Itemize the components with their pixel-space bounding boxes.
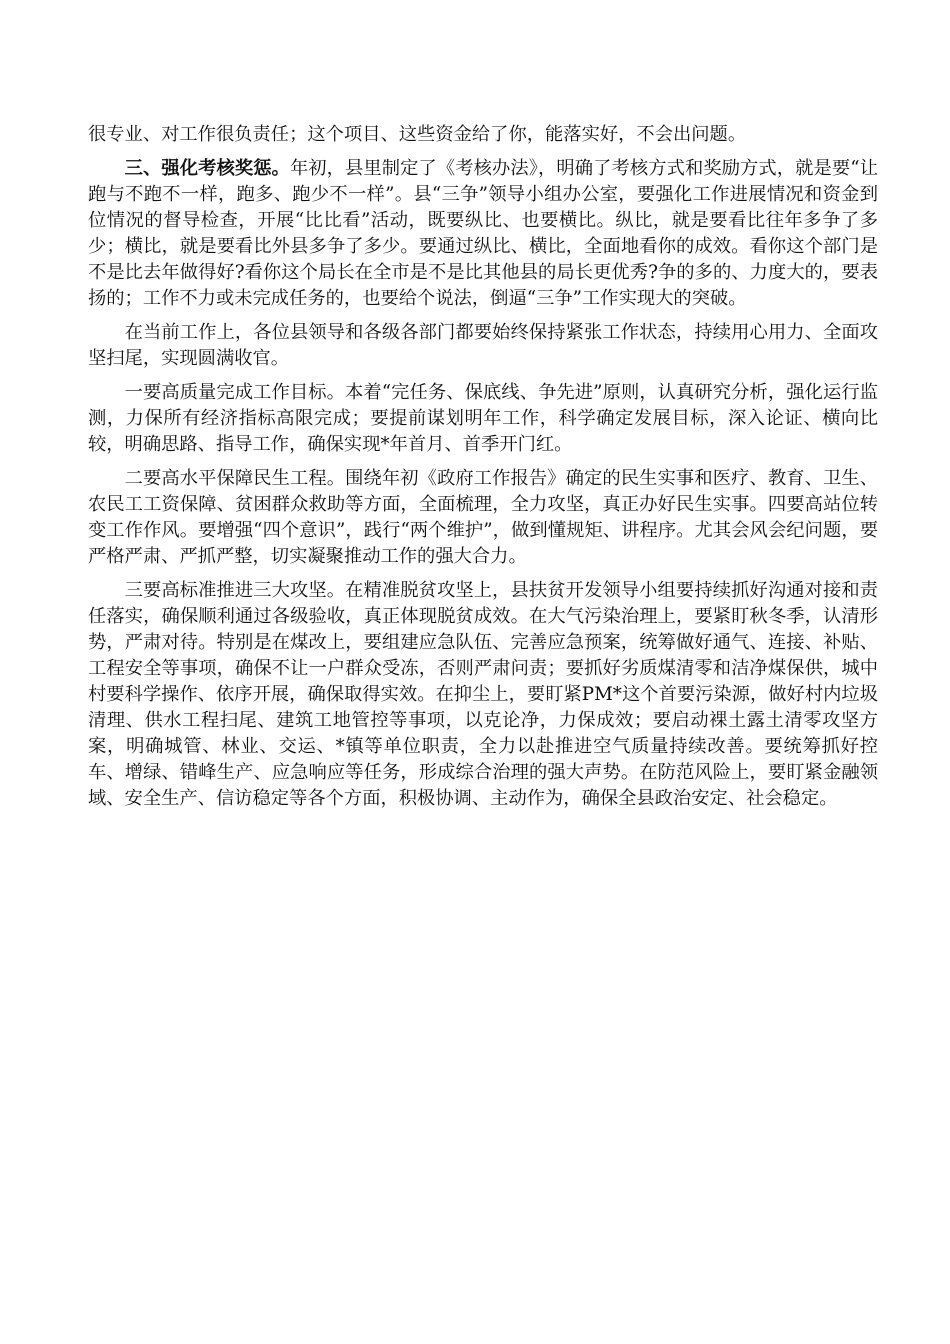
paragraph-continuation	[88, 122, 878, 148]
paragraph-goal-three	[88, 578, 878, 812]
paragraph-text: 二要高水平保障民生工程。围绕年初《政府工作报告》确定的民生实事和医疗、教育、卫生、农民工工资保障、贫困群众救助等方面，全面梳理，全力攻坚，真正办好民生实事。四要高站位转变工作作风。要增强“四个意识”，践行“两个维护”，做到懂规矩、讲程序。尤其会风会纪问题，要严格严肃、严抓严整，切实凝聚推动工作的强大合力。	[88, 468, 878, 567]
paragraph-text: 在当前工作上，各位县领导和各级各部门都要始终保持紧张工作状态，持续用心用力、全面攻坚扫尾，实现圆满收官。	[88, 322, 878, 369]
paragraph-text: 一要高质量完成工作目标。本着“完任务、保底线、争先进”原则，认真研究分析，强化运行监测，力保所有经济指标高限完成；要提前谋划明年工作，科学确定发展目标，深入论证、横向比较，明确思路、指导工作，确保实现*年首月、首季开门红。	[88, 382, 878, 455]
paragraph-goal-two	[88, 466, 878, 570]
section-heading: 三、强化考核奖惩。	[124, 158, 290, 179]
paragraph-text: 三要高标准推进三大攻坚。在精准脱贫攻坚上，县扶贫开发领导小组要持续抓好沟通对接和责任落实，确保顺利通过各级验收，真正体现脱贫成效。在大气污染治理上，要紧盯秋冬季，认清形势，严肃对待。特别是在煤改上，要组建应急队伍、完善应急预案，统筹做好通气、连接、补贴、工程安全等事项，确保不让一户群众受冻，否则严肃问责；要抓好劣质煤清零和洁净煤保供，城中村要科学操作、依序开展，确保取得实效。在抑尘上，要盯紧PM*这个首要污染源，做好村内垃圾清理、供水工程扫尾、建筑工地管控等事项，以克论净，力保成效；要启动裸土露土清零攻坚方案，明确城管、林业、交运、*镇等单位职责，全力以赴推进空气质量持续改善。要统筹抓好控车、增绿、错峰生产、应急响应等任务，形成综合治理的强大声势。在防范风险上，要盯紧金融领域、安全生产、信访稳定等各个方面，积极协调、主动作为，确保全县政治安定、社会稳定。	[88, 580, 878, 809]
document-page	[88, 122, 878, 820]
paragraph-goal-one	[88, 380, 878, 458]
paragraph-text: 年初，县里制定了《考核办法》，明确了考核方式和奖励方式，就是要“让跑与不跑不一样，跑多、跑少不一样”。县“三争”领导小组办公室，要强化工作进展情况和资金到位情况的督导检查，开展“比比看”活动，既要纵比、也要横比。纵比，就是要看比往年多争了多少；横比，就是要看比外县多争了多少。要通过纵比、横比，全面地看你的成效。看你这个部门是不是比去年做得好?看你这个局长在全市是不是比其他县的局长更优秀?争的多的、力度大的，要表扬的；工作不力或未完成任务的，也要给个说法，倒逼“三争”工作实现大的突破。	[88, 158, 879, 309]
paragraph-text: 很专业、对工作很负责任；这个项目、这些资金给了你，能落实好，不会出问题。	[88, 124, 747, 145]
paragraph-assessment-rewards	[88, 156, 878, 312]
paragraph-current-work	[88, 320, 878, 372]
